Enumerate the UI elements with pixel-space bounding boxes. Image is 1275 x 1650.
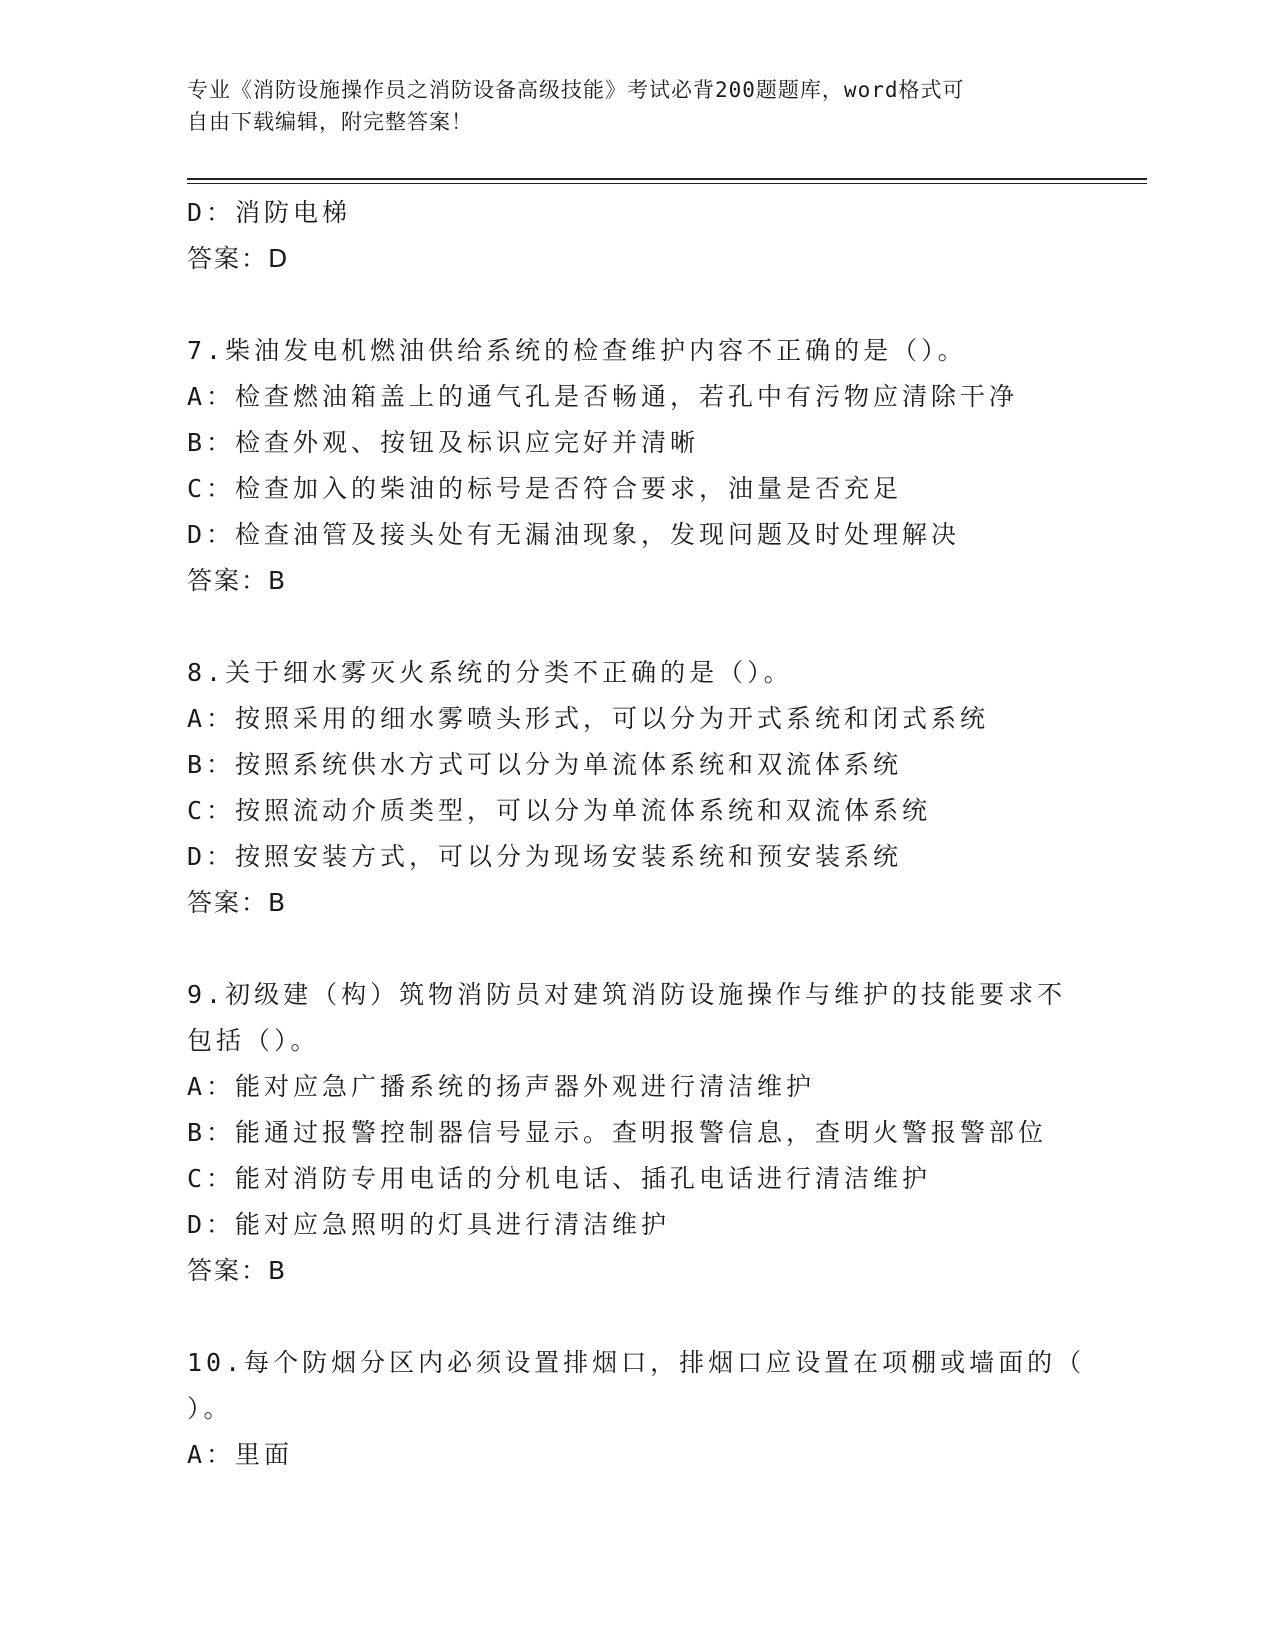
question-text: 8.关于细水雾灭火系统的分类不正确的是（）。 <box>187 658 793 687</box>
spacer <box>187 604 1087 650</box>
option-a: A：按照采用的细水雾喷头形式，可以分为开式系统和闭式系统 <box>187 704 990 733</box>
option-c: C：检查加入的柴油的标号是否符合要求，油量是否充足 <box>187 474 903 503</box>
option-b: B：检查外观、按钮及标识应完好并清晰 <box>187 428 700 457</box>
question-10 <box>187 1340 1087 1478</box>
question-text: 7.柴油发电机燃油供给系统的检查维护内容不正确的是（）。 <box>187 336 967 365</box>
question-7 <box>187 328 1087 604</box>
option-d: D：检查油管及接头处有无漏油现象，发现问题及时处理解决 <box>187 520 961 549</box>
question-8 <box>187 650 1087 926</box>
spacer <box>187 926 1087 972</box>
question-9 <box>187 972 1087 1294</box>
option-c: C：能对消防专用电话的分机电话、插孔电话进行清洁维护 <box>187 1164 932 1193</box>
previous-question-tail <box>187 190 1087 282</box>
option-a: A：检查燃油箱盖上的通气孔是否畅通，若孔中有污物应清除干净 <box>187 382 1019 411</box>
answer-line: 答案：B <box>187 1256 288 1285</box>
question-text-line-1: 9.初级建（构）筑物消防员对建筑消防设施操作与维护的技能要求不 <box>187 980 1067 1009</box>
option-b: B：能通过报警控制器信号显示。查明报警信息，查明火警报警部位 <box>187 1118 1048 1147</box>
spacer <box>187 282 1087 328</box>
option-b: B：按照系统供水方式可以分为单流体系统和双流体系统 <box>187 750 903 779</box>
question-text-line-2: 包括（）。 <box>187 1026 320 1055</box>
option-a: A：能对应急广播系统的扬声器外观进行清洁维护 <box>187 1072 816 1101</box>
answer-line: 答案：B <box>187 888 288 917</box>
spacer <box>187 1294 1087 1340</box>
question-text-line-2: ）。 <box>187 1394 233 1423</box>
question-text-line-1: 10.每个防烟分区内必须设置排烟口，排烟口应设置在项棚或墙面的（ <box>187 1348 1086 1377</box>
option-c: C：按照流动介质类型，可以分为单流体系统和双流体系统 <box>187 796 932 825</box>
option-d: D：能对应急照明的灯具进行清洁维护 <box>187 1210 671 1239</box>
page-header <box>187 74 1087 138</box>
answer-line: 答案：B <box>187 566 288 595</box>
option-a: A：里面 <box>187 1440 294 1469</box>
option-d: D：按照安装方式，可以分为现场安装系统和预安装系统 <box>187 842 903 871</box>
header-divider-thick <box>187 178 1147 180</box>
question-list <box>187 190 1087 1478</box>
option-d: D：消防电梯 <box>187 198 352 227</box>
header-divider-thin <box>187 183 1147 184</box>
answer-line: 答案：D <box>187 244 290 273</box>
header-line-1: 专业《消防设施操作员之消防设备高级技能》考试必背200题题库，word格式可 <box>187 78 965 102</box>
header-line-2: 自由下载编辑，附完整答案！ <box>187 110 473 134</box>
